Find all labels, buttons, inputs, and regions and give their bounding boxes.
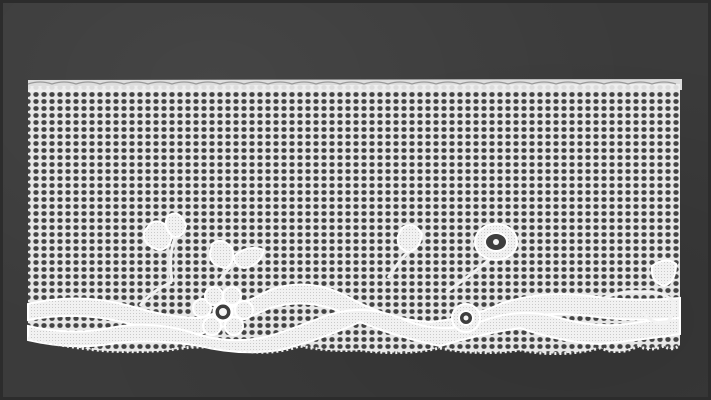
lace-top-edge	[28, 79, 682, 92]
